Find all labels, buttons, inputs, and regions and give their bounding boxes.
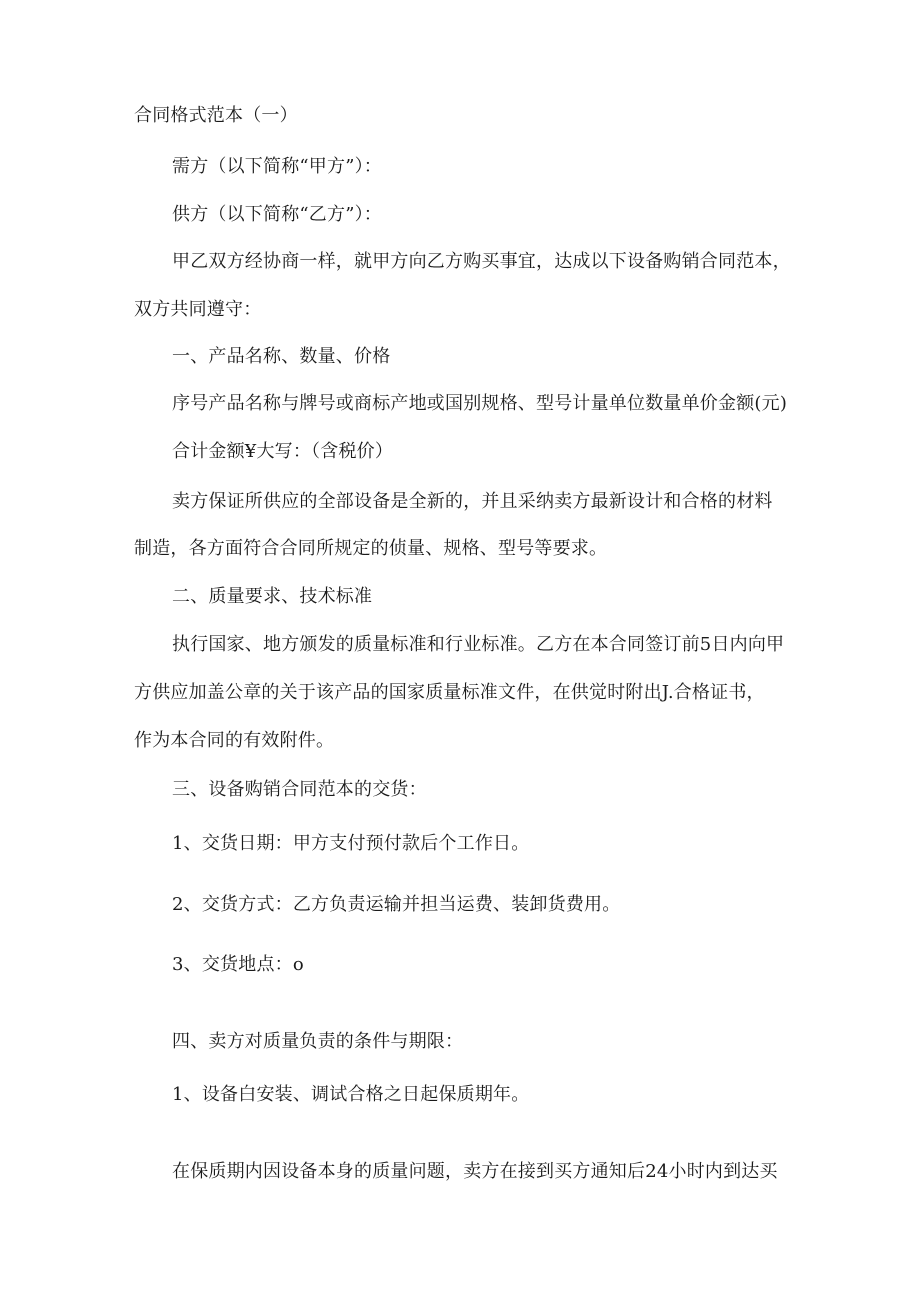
quality-standard-line-3: 作为本合同的有效附件。 [134, 730, 335, 751]
guarantee-line-1: 卖方保证所供应的全部设备是全新的，并且采纳卖方最新设计和合格的材料 [172, 491, 773, 512]
seller-line: 供方（以下简称“乙方”）： [172, 204, 383, 225]
section-3-heading: 三、设备购销合同范本的交货： [172, 779, 427, 800]
delivery-location-item: 3、交货地点：o [172, 954, 304, 975]
section-1-heading: 一、产品名称、数量、价格 [172, 346, 391, 367]
warranty-service-line: 在保质期内因设备本身的质量问题，卖方在接到买方通知后24小时内到达买 [172, 1161, 778, 1182]
intro-paragraph-line-2: 双方共同遵守： [134, 299, 262, 320]
warranty-period-item: 1、设备白安装、调试合格之日起保质期年。 [172, 1084, 530, 1105]
product-table-header: 序号产品名称与牌号或商标产地或国别规格、型号计量单位数量单价金额(元) [172, 393, 788, 414]
quality-standard-line-1: 执行国家、地方颁发的质量标准和行业标准。乙方在本合同签订前5日内向甲 [172, 634, 785, 655]
section-2-heading: 二、质量要求、技术标准 [172, 586, 373, 607]
guarantee-line-2: 制造，各方面符合合同所规定的侦量、规格、型号等要求。 [134, 538, 608, 559]
buyer-line: 需方（以下简称“甲方”）： [172, 156, 383, 177]
delivery-method-item: 2、交货方式：乙方负责运输并担当运费、装卸货费用。 [172, 894, 621, 915]
section-4-heading: 四、卖方对质量负责的条件与期限： [172, 1031, 464, 1052]
total-amount-line: 合计金额¥大写：（含税价） [172, 441, 394, 462]
document-title: 合同格式范本（一） [134, 105, 298, 126]
quality-standard-line-2: 方供应加盖公章的关于该产品的国家质量标准文件，在供觉时附出J.合格证书， [134, 682, 765, 703]
intro-paragraph-line-1: 甲乙双方经协商一样，就甲方向乙方购买事宜，达成以下设备购销合同范本， [172, 251, 791, 272]
delivery-date-item: 1、交货日期：甲方支付预付款后个工作日。 [172, 833, 530, 854]
